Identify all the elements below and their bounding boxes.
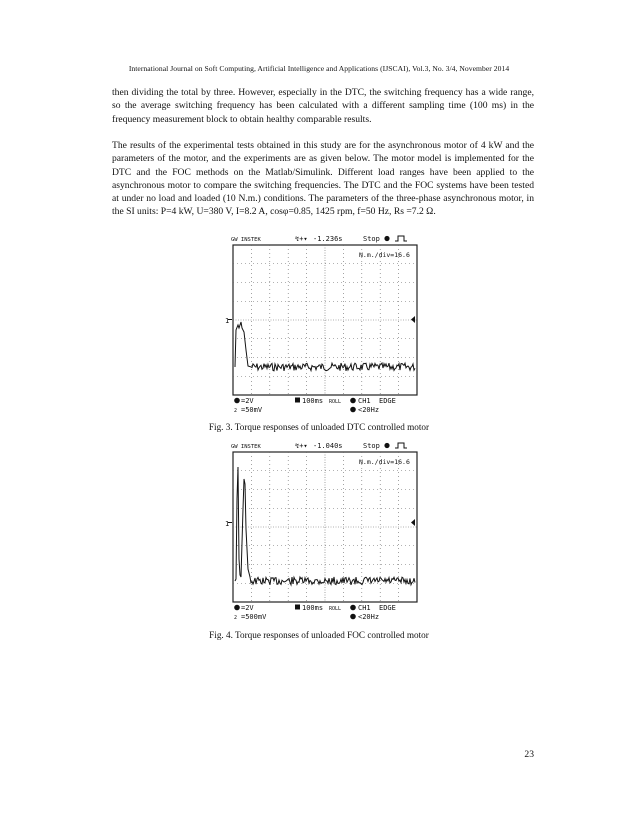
- trigger-type: EDGE: [379, 397, 396, 405]
- scale-label: N.m./div=16.6: [359, 251, 410, 259]
- time-offset: -1.040s: [313, 442, 343, 450]
- time-offset: -1.236s: [313, 235, 343, 243]
- scope-brand: GW INSTEK: [231, 237, 261, 243]
- timebase: 100ms: [302, 397, 324, 405]
- edge-icon: [395, 236, 407, 241]
- trigger-source: CH1: [358, 397, 371, 405]
- trigger-arrow-icon: ↯+▾: [295, 442, 308, 450]
- timebase-icon: [295, 398, 300, 403]
- scope-screen: [225, 452, 417, 602]
- torque-trace: [235, 322, 415, 371]
- trigger-source: CH1: [358, 604, 371, 612]
- channel-marker: 1: [225, 520, 230, 528]
- paragraph-1: then dividing the total by three. However, especially in the DTC, the switching frequency has a wide range, so the average switching frequency has been calculated with a different sampling time (100 ms) in the frequency measurement block to obtain healthy comparable results.: [112, 87, 534, 125]
- ch2-scale: =500mV: [241, 613, 267, 621]
- timebase-icon: [295, 605, 300, 610]
- scope-status: [234, 397, 396, 414]
- run-state: Stop: [363, 235, 380, 243]
- figure-4-caption: Fig. 4. Torque responses of unloaded FOC controlled motor: [209, 630, 429, 640]
- trigger-arrow-icon: ↯+▾: [295, 235, 308, 243]
- paragraph-2: The results of the experimental tests obtained in this study are for the asynchronous motor of 4 kW and the parameters of the motor, and the experiments are as given below. The motor model is implemented for the DTC and the FOC methods on the Matlab/Simulink. Different load ranges have been applied to the asynchronous motor to compare the switching frequencies. The DTC and the FOC systems have been tested at under no load and loaded (10 N.m.) conditions. The parameters of the three-phase asynchronous motor, in the SI units: P=4 kW, U=380 V, I=8.2 A, cosφ=0.85, 1425 rpm, f=50 Hz, Rs =7.2 Ω.: [112, 140, 534, 218]
- scope-status: [234, 604, 396, 621]
- filter: <20Hz: [358, 613, 380, 621]
- mode: ROLL: [329, 606, 342, 612]
- ch2-scale: =50mV: [241, 406, 263, 414]
- scope-screen: [225, 245, 417, 395]
- stop-dot-icon: [384, 236, 389, 241]
- ch1-scale: =2V: [241, 604, 254, 612]
- trigger-type: EDGE: [379, 604, 396, 612]
- filter: <20Hz: [358, 406, 380, 414]
- scale-label: N.m./div=16.6: [359, 458, 410, 466]
- journal-header: International Journal on Soft Computing, Artificial Intelligence and Applications (IJSCAI), Vol.3, No. 3/4, November 2014: [128, 64, 510, 73]
- level-arrow-icon: [411, 519, 415, 526]
- figure-3-caption: Fig. 3. Torque responses of unloaded DTC controlled motor: [208, 422, 430, 432]
- mode: ROLL: [329, 399, 342, 405]
- oscilloscope-figure-3: [225, 232, 423, 416]
- run-state: Stop: [363, 442, 380, 450]
- stop-dot-icon: [384, 443, 389, 448]
- edge-icon: [395, 443, 407, 448]
- level-arrow-icon: [411, 316, 415, 323]
- oscilloscope-figure-4: [225, 439, 423, 623]
- channel-marker: 1: [225, 317, 230, 325]
- scope-brand: GW INSTEK: [231, 444, 261, 450]
- timebase: 100ms: [302, 604, 324, 612]
- svg-text:2: 2: [234, 615, 238, 621]
- ch1-scale: =2V: [241, 397, 254, 405]
- svg-text:2: 2: [234, 408, 238, 414]
- page-number: 23: [524, 749, 534, 760]
